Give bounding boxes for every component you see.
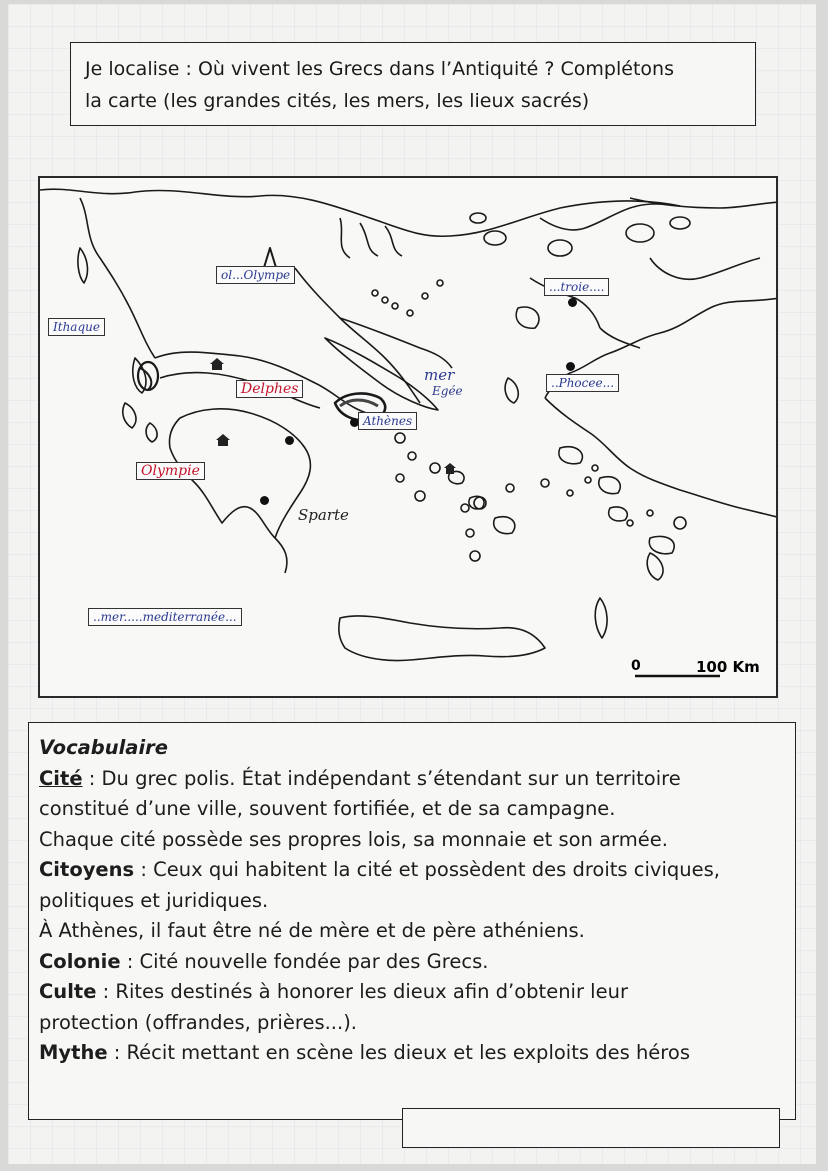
definition-cite [39,764,785,795]
greece-map [38,176,778,698]
city-dot-delphes-area [285,436,294,445]
term-citoyens: Citoyens [39,858,135,881]
label-olympie: Olympie [136,462,205,480]
scale-zero-label: 0 [631,658,641,674]
definition-citoyens [39,855,785,886]
empty-answer-box [402,1108,780,1148]
label-sparte: Sparte [298,506,349,524]
culte-text-2: protection (offrandes, prières...). [39,1010,357,1034]
label-phocee: ..Phocee... [546,374,619,392]
cite-text-3: Chaque cité possède ses propres lois, sa monnaie et son armée. [39,827,668,851]
vocabulary-title: Vocabulaire [39,736,168,759]
term-mythe: Mythe [39,1041,108,1064]
city-dot-troie [568,298,577,307]
label-ithaque: Ithaque [48,318,105,336]
definition-culte [39,977,785,1008]
instruction-box [70,42,756,126]
temple-icon [210,358,456,474]
instruction-line-2: la carte (les grandes cités, les mers, les lieux sacrés) [85,90,590,112]
cite-text-1: : Du grec polis. État indépendant s’étendant sur un territoire [82,766,681,790]
city-dot-phocee [566,362,575,371]
mythe-text: : Récit mettant en scène les dieux et les exploits des héros [107,1041,690,1064]
cite-text-2: constitué d’une ville, souvent fortifiée, et de sa campagne. [39,797,616,820]
definition-mythe [39,1038,785,1069]
vocabulary-box [28,722,796,1120]
label-mer-egee-2: Egée [432,384,463,398]
label-athenes: Athènes [358,412,417,430]
colonie-text: : Cité nouvelle fondée par des Grecs. [120,949,489,973]
citoyens-text-2: politiques et juridiques. [39,888,269,912]
label-delphes: Delphes [236,380,303,398]
label-mer-egee-1: mer [424,366,455,384]
citoyens-text-1: : Ceux qui habitent la cité et possèdent des droits civiques, [134,858,720,881]
culte-text-1: : Rites destinés à honorer les dieux afin d’obtenir leur [96,980,628,1003]
label-mer-mediterranee: ..mer.....mediterranée... [88,608,242,626]
term-culte: Culte [39,980,97,1003]
scale-distance-label: 100 Km [696,658,760,676]
definition-colonie [39,947,785,978]
term-cite: Cité [39,766,83,790]
label-olympe: ol...Olympe [216,266,295,284]
worksheet-page [8,4,816,1164]
city-dot-sparte [260,496,269,505]
instruction-line-1: Je localise : Où vivent les Grecs dans l’Antiquité ? Complétons [85,58,674,80]
label-troie: ...troie.... [544,278,609,296]
term-colonie: Colonie [39,949,121,973]
citoyens-text-3: À Athènes, il faut être né de mère et de père athéniens. [39,919,585,942]
